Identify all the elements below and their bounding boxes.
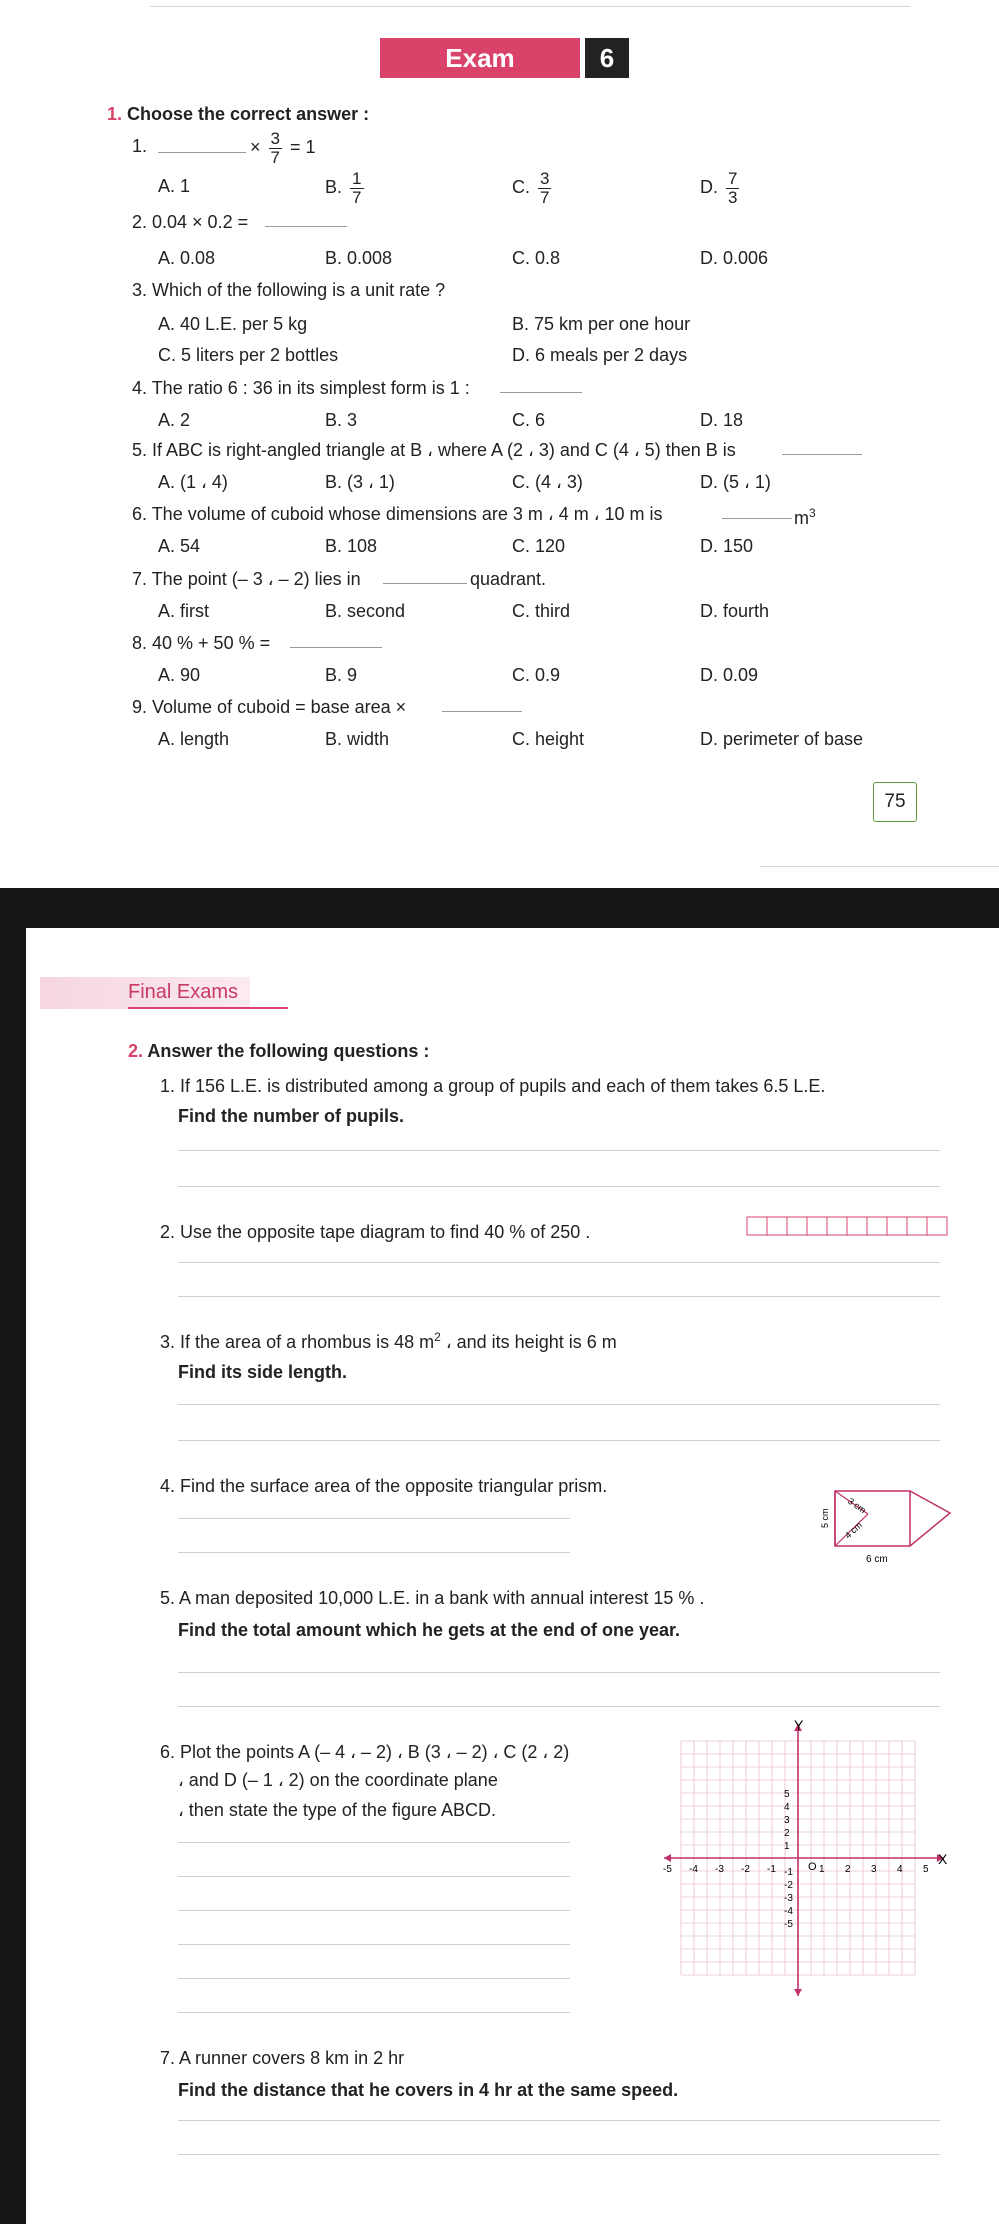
q9-text: 9. Volume of cuboid = base area × bbox=[132, 697, 407, 717]
q9-option-d[interactable]: D. perimeter of base bbox=[700, 729, 864, 749]
q7-text: 7. The point (– 3 ، – 2) lies in bbox=[132, 569, 361, 589]
q3-option-d[interactable]: D. 6 meals per 2 days bbox=[512, 345, 688, 365]
x-tick: 3 bbox=[871, 1864, 877, 1875]
tape-cell[interactable] bbox=[787, 1217, 807, 1235]
section1-title: Choose the correct answer : bbox=[127, 104, 370, 124]
q3-sup: 2 bbox=[434, 1330, 441, 1344]
times-sign: × bbox=[250, 137, 261, 158]
y-tick: 3 bbox=[784, 1815, 790, 1826]
x-tick: -3 bbox=[715, 1864, 724, 1875]
q2-option-d[interactable]: D. 0.006 bbox=[700, 248, 769, 268]
s2-q6-line2: ، and D (– 1 ، 2) on the coordinate plane bbox=[178, 1770, 498, 1790]
page-gap bbox=[0, 888, 999, 928]
q1-option-c[interactable] bbox=[512, 170, 554, 207]
y-tick: 1 bbox=[784, 1841, 790, 1852]
q8-text: 8. 40 % + 50 % = bbox=[132, 633, 271, 653]
q9-blank bbox=[442, 711, 522, 712]
tape-cell[interactable] bbox=[807, 1217, 827, 1235]
s2-q1-line2: Find the number of pupils. bbox=[178, 1106, 404, 1126]
answer-line[interactable] bbox=[178, 1672, 940, 1673]
answer-line[interactable] bbox=[178, 1262, 940, 1263]
q5-option-c[interactable]: C. (4 ، 3) bbox=[512, 472, 583, 492]
y-arrow-down bbox=[794, 1989, 802, 1996]
x-arrow-left bbox=[664, 1854, 671, 1862]
q1-number: 1. bbox=[132, 136, 148, 156]
tape-cell[interactable] bbox=[887, 1217, 907, 1235]
frac-den: 7 bbox=[352, 187, 362, 207]
s2-q7-line1: 7. A runner covers 8 km in 2 hr bbox=[160, 2048, 405, 2068]
section2-title: Answer the following questions : bbox=[147, 1041, 430, 1061]
final-exams-title: Final Exams bbox=[128, 981, 239, 1003]
dim-6cm: 6 cm bbox=[866, 1554, 888, 1565]
q6-blank bbox=[722, 518, 792, 519]
q1-blank bbox=[158, 152, 246, 153]
q1-frac-den: 7 bbox=[270, 147, 280, 167]
opt-label: D. bbox=[700, 177, 718, 198]
tape-cell[interactable] bbox=[847, 1217, 867, 1235]
q1-d-fraction bbox=[726, 170, 739, 207]
q9-option-c[interactable]: C. height bbox=[512, 729, 585, 749]
answer-line[interactable] bbox=[178, 1150, 940, 1151]
dim-5cm: 5 cm bbox=[820, 1508, 830, 1528]
q2-option-b[interactable]: B. 0.008 bbox=[325, 248, 393, 268]
answer-line[interactable] bbox=[178, 1440, 940, 1441]
tape-cell[interactable] bbox=[927, 1217, 947, 1235]
q6-text: 6. The volume of cuboid whose dimensions are 3 m ، 4 m ، 10 m is bbox=[132, 504, 663, 524]
q3-option-a[interactable]: A. 40 L.E. per 5 kg bbox=[158, 314, 308, 334]
exam-page bbox=[0, 0, 999, 888]
s2-q6-line1: 6. Plot the points A (– 4 ، – 2) ، B (3 ، – 2) ، C (2 ، 2) bbox=[160, 1742, 570, 1762]
s2-q3-line2: Find its side length. bbox=[178, 1362, 348, 1382]
q6-option-c[interactable]: C. 120 bbox=[512, 536, 566, 556]
y-tick: 5 bbox=[784, 1789, 790, 1800]
origin-label: O bbox=[808, 1861, 817, 1873]
q2-text: 2. 0.04 × 0.2 = bbox=[132, 212, 249, 232]
q9-option-b[interactable]: B. width bbox=[325, 729, 390, 749]
s2-q5-line1: 5. A man deposited 10,000 L.E. in a bank with annual interest 15 % . bbox=[160, 1588, 705, 1608]
q9-option-a[interactable]: A. length bbox=[158, 729, 230, 749]
s2-q1-line1: 1. If 156 L.E. is distributed among a group of pupils and each of them takes 6.5 L.E. bbox=[160, 1076, 826, 1096]
q8-option-a[interactable]: A. 90 bbox=[158, 665, 201, 685]
answer-line[interactable] bbox=[178, 2154, 940, 2155]
q5-option-a[interactable]: A. (1 ، 4) bbox=[158, 472, 228, 492]
section1-heading bbox=[107, 104, 369, 125]
q3-text-a: 3. If the area of a rhombus is 48 m bbox=[160, 1332, 435, 1352]
q1-c-fraction bbox=[538, 170, 551, 207]
x-axis-label: X bbox=[938, 1851, 948, 1867]
answer-line[interactable] bbox=[178, 1944, 570, 1945]
q3-option-c[interactable]: C. 5 liters per 2 bottles bbox=[158, 345, 339, 365]
q1-frac-num: 3 bbox=[270, 129, 280, 148]
q6-option-b[interactable]: B. 108 bbox=[325, 536, 378, 556]
q1-fraction bbox=[269, 130, 282, 167]
answer-line[interactable] bbox=[178, 1978, 570, 1979]
answer-line[interactable] bbox=[178, 1876, 570, 1877]
s2-q6-line3: ، then state the type of the figure ABCD. bbox=[178, 1800, 496, 1820]
coordinate-plane[interactable] bbox=[660, 1718, 950, 2000]
y-tick: -4 bbox=[784, 1906, 793, 1917]
q6-option-d[interactable]: D. 150 bbox=[700, 536, 754, 556]
q1-b-fraction bbox=[350, 170, 363, 207]
answer-line[interactable] bbox=[178, 2120, 940, 2121]
q5-option-d[interactable]: D. (5 ، 1) bbox=[700, 472, 771, 492]
q4-text: 4. The ratio 6 : 36 in its simplest form is 1 : bbox=[132, 378, 470, 398]
opt-label: B. bbox=[325, 177, 343, 198]
y-axis-label: Y bbox=[794, 1718, 804, 1733]
q5-blank bbox=[782, 454, 862, 455]
s2-q5-line2: Find the total amount which he gets at the end of one year. bbox=[178, 1620, 681, 1640]
s2-q3-line1 bbox=[160, 1330, 617, 1353]
y-tick: 4 bbox=[784, 1802, 790, 1813]
q7-text2: quadrant. bbox=[470, 569, 547, 589]
q2-option-c[interactable]: C. 0.8 bbox=[512, 248, 561, 268]
s2-q2-line1: 2. Use the opposite tape diagram to find 40 % of 250 . bbox=[160, 1222, 591, 1242]
y-tick: -1 bbox=[784, 1867, 793, 1878]
x-tick: -1 bbox=[767, 1864, 776, 1875]
tape-cell[interactable] bbox=[907, 1217, 927, 1235]
tape-cell[interactable] bbox=[747, 1217, 767, 1235]
x-tick: -5 bbox=[663, 1864, 672, 1875]
q5-text: 5. If ABC is right-angled triangle at B ، where A (2 ، 3) and C (4 ، 5) then B is bbox=[132, 440, 736, 460]
q8-option-b[interactable]: B. 9 bbox=[325, 665, 358, 685]
tape-cell[interactable] bbox=[767, 1217, 787, 1235]
q4-option-d[interactable]: D. 18 bbox=[700, 410, 744, 430]
s2-q4-line1: 4. Find the surface area of the opposite triangular prism. bbox=[160, 1476, 608, 1496]
frac-num: 3 bbox=[540, 169, 550, 188]
q4-option-a[interactable]: A. 2 bbox=[158, 410, 191, 430]
top-rule bbox=[150, 6, 910, 7]
q8-blank bbox=[290, 647, 382, 648]
answer-line[interactable] bbox=[178, 1842, 570, 1843]
x-tick: 5 bbox=[923, 1864, 929, 1875]
q8-option-d[interactable]: D. 0.09 bbox=[700, 665, 759, 685]
q1-rhs: = 1 bbox=[290, 137, 316, 158]
q1-option-d[interactable] bbox=[700, 170, 742, 207]
y-tick: 2 bbox=[784, 1828, 790, 1839]
page-number: 75 bbox=[873, 782, 917, 822]
dim-4cm: 4 cm bbox=[842, 1519, 865, 1541]
q4-option-b[interactable]: B. 3 bbox=[325, 410, 358, 430]
x-tick: -4 bbox=[689, 1864, 698, 1875]
dim-3cm: 3 cm bbox=[846, 1495, 868, 1516]
s2-q7-line2: Find the distance that he covers in 4 hr at the same speed. bbox=[178, 2080, 679, 2100]
bottom-rule bbox=[760, 866, 999, 867]
y-tick: -2 bbox=[784, 1880, 793, 1891]
tape-cell[interactable] bbox=[827, 1217, 847, 1235]
opt-label: C. bbox=[512, 177, 530, 198]
q7-option-a[interactable]: A. first bbox=[158, 601, 210, 621]
y-tick: -5 bbox=[784, 1919, 793, 1930]
answer-line[interactable] bbox=[178, 1910, 570, 1911]
page-edge-shadow bbox=[0, 928, 26, 2224]
q7-option-b[interactable]: B. second bbox=[325, 601, 406, 621]
q6-option-a[interactable]: A. 54 bbox=[158, 536, 201, 556]
final-exams-page bbox=[0, 928, 999, 2224]
x-tick: -2 bbox=[741, 1864, 750, 1875]
frac-num: 1 bbox=[352, 169, 362, 188]
q7-option-d[interactable]: D. fourth bbox=[700, 601, 770, 621]
answer-line[interactable] bbox=[178, 1706, 940, 1707]
answer-line[interactable] bbox=[178, 1296, 940, 1297]
q4-blank bbox=[500, 392, 582, 393]
y-tick: -3 bbox=[784, 1893, 793, 1904]
q1-option-a[interactable]: A. 1 bbox=[158, 176, 191, 196]
triangular-prism bbox=[810, 1486, 960, 1570]
q7-option-c[interactable]: C. third bbox=[512, 601, 571, 621]
q3-option-b[interactable]: B. 75 km per one hour bbox=[512, 314, 691, 334]
q3-text: 3. Which of the following is a unit rate ? bbox=[132, 280, 446, 300]
q2-option-a[interactable]: A. 0.08 bbox=[158, 248, 216, 268]
frac-den: 7 bbox=[540, 187, 550, 207]
answer-line[interactable] bbox=[178, 1186, 940, 1187]
q1-option-b[interactable] bbox=[325, 170, 367, 207]
answer-line[interactable] bbox=[178, 1518, 570, 1519]
section2-heading bbox=[128, 1041, 429, 1062]
tape-cell[interactable] bbox=[867, 1217, 887, 1235]
frac-den: 3 bbox=[728, 187, 738, 207]
q1-expression bbox=[250, 130, 316, 167]
final-exams-header bbox=[40, 977, 250, 1009]
x-tick: 1 bbox=[819, 1864, 825, 1875]
x-tick: 4 bbox=[897, 1864, 903, 1875]
section1-number: 1. bbox=[107, 104, 123, 124]
header-underline bbox=[128, 1007, 288, 1009]
q4-option-c[interactable]: C. 6 bbox=[512, 410, 546, 430]
x-tick: 2 bbox=[845, 1864, 851, 1875]
exam-number: 6 bbox=[585, 38, 629, 78]
q7-blank bbox=[383, 583, 467, 584]
frac-num: 7 bbox=[728, 169, 738, 188]
q5-option-b[interactable]: B. (3 ، 1) bbox=[325, 472, 395, 492]
exam-title: Exam bbox=[380, 38, 580, 78]
section2-number: 2. bbox=[128, 1041, 144, 1061]
tape-diagram bbox=[745, 1215, 950, 1239]
answer-line[interactable] bbox=[178, 2012, 570, 2013]
q6-unit bbox=[794, 506, 816, 529]
answer-line[interactable] bbox=[178, 1404, 940, 1405]
tape-cells bbox=[747, 1217, 947, 1235]
unit-sup: 3 bbox=[809, 506, 816, 520]
q3-text-b: ، and its height is 6 m bbox=[440, 1332, 617, 1352]
answer-line[interactable] bbox=[178, 1552, 570, 1553]
q8-option-c[interactable]: C. 0.9 bbox=[512, 665, 561, 685]
q2-blank bbox=[265, 226, 347, 227]
unit-text: m bbox=[794, 508, 809, 528]
